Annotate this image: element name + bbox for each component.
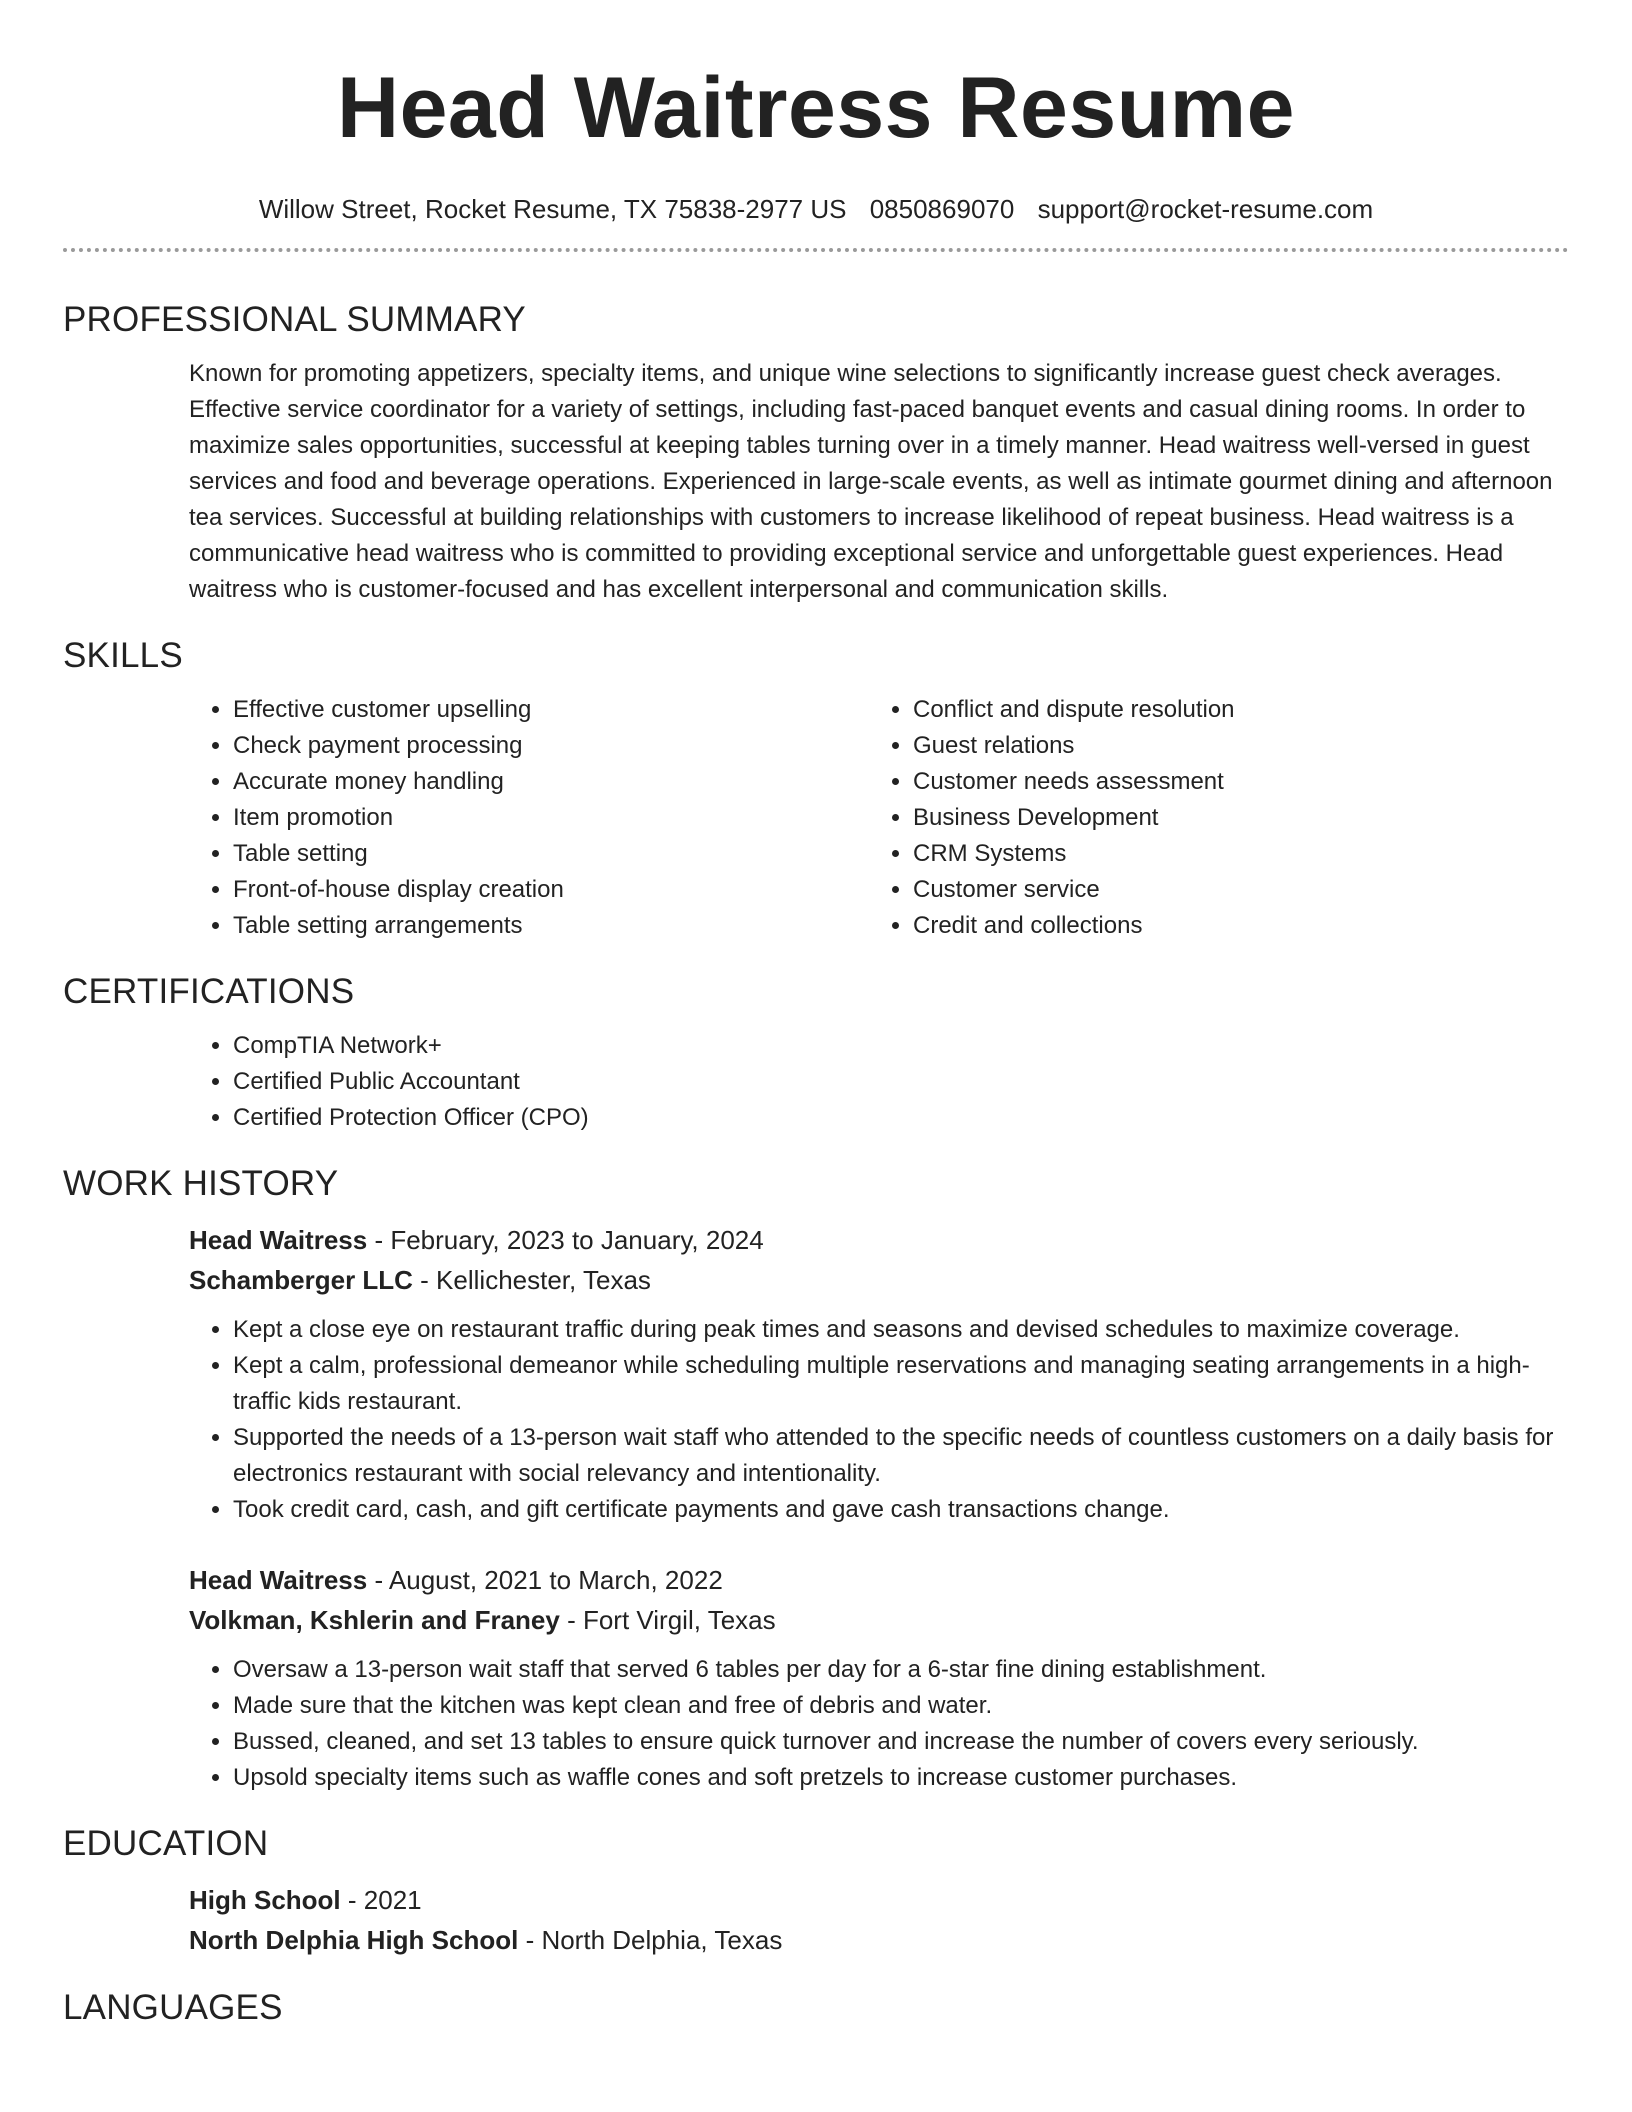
- education-section: [0, 1822, 1632, 1960]
- skills-list-right: [869, 692, 1549, 944]
- job-title-line: [189, 1560, 1569, 1600]
- job-entry: [63, 1220, 1569, 1528]
- job-duties-list: [189, 1312, 1569, 1528]
- skill-item: • Business Development: [913, 800, 1549, 836]
- skill-item: • Item promotion: [233, 800, 869, 836]
- job-dates: - February, 2023 to January, 2024: [367, 1225, 764, 1255]
- skill-item: • CRM Systems: [913, 836, 1549, 872]
- summary-heading: PROFESSIONAL SUMMARY: [63, 300, 526, 339]
- job-role: Head Waitress: [189, 1565, 368, 1595]
- job-duty: • Supported the needs of a 13-person wait staff who attended to the specific needs of countless customers on a daily basis for electronics restaurant with social relevancy and intentionality.: [233, 1420, 1569, 1492]
- job-entry: [63, 1560, 1569, 1796]
- job-company: Schamberger LLC: [189, 1265, 413, 1295]
- education-school-line: [189, 1920, 1569, 1960]
- certification-item: • Certified Public Accountant: [233, 1064, 1569, 1100]
- skill-item: • Guest relations: [913, 728, 1549, 764]
- phone: 0850869070: [869, 194, 1015, 224]
- skills-section: [0, 634, 1632, 944]
- skills-heading: SKILLS: [63, 636, 183, 675]
- certifications-list: [189, 1028, 1569, 1136]
- education-degree: High School: [189, 1885, 341, 1915]
- work-history-section: [0, 1162, 1632, 1796]
- languages-heading: LANGUAGES: [63, 1988, 283, 2027]
- header-divider: [63, 248, 1569, 252]
- certifications-heading: CERTIFICATIONS: [63, 972, 355, 1011]
- job-company-line: [189, 1260, 1569, 1300]
- summary-text: Known for promoting appetizers, specialty items, and unique wine selections to significantly increase guest check averages. Effective service coordinator for a variety of settings, including fast-paced banquet events and casual dining rooms. In order to maximize sales opportunities, successful at keeping tables turning over in a timely manner. Head waitress well-versed in guest services and food and beverage operations. Experienced in large-scale events, as well as intimate gourmet dining and afternoon tea services. Successful at building relationships with customers to increase likelihood of repeat business. Head waitress is a communicative head waitress who is committed to providing exceptional service and unforgettable guest experiences. Head waitress who is customer-focused and has excellent interpersonal and communication skills.: [189, 360, 1553, 603]
- job-role: Head Waitress: [189, 1225, 368, 1255]
- job-duty: • Oversaw a 13-person wait staff that served 6 tables per day for a 6-star fine dining establishment.: [233, 1652, 1569, 1688]
- job-location: - Kellichester, Texas: [412, 1265, 651, 1295]
- skill-item: • Customer service: [913, 872, 1549, 908]
- job-location: - Fort Virgil, Texas: [559, 1605, 776, 1635]
- skill-item: • Conflict and dispute resolution: [913, 692, 1549, 728]
- job-title-line: [189, 1220, 1569, 1260]
- job-duty: • Made sure that the kitchen was kept clean and free of debris and water.: [233, 1688, 1569, 1724]
- certification-item: • Certified Protection Officer (CPO): [233, 1100, 1569, 1136]
- address: Willow Street, Rocket Resume, TX 75838-2977 US: [258, 194, 847, 224]
- work-history-heading: WORK HISTORY: [63, 1164, 339, 1203]
- education-year: - 2021: [340, 1885, 422, 1915]
- skill-item: • Table setting arrangements: [233, 908, 869, 944]
- job-duty: • Bussed, cleaned, and set 13 tables to ensure quick turnover and increase the number of covers every seriously.: [233, 1724, 1569, 1760]
- email: support@rocket-resume.com: [1037, 194, 1374, 224]
- skills-left-column: [189, 692, 869, 944]
- resume-header: [0, 0, 1632, 226]
- certification-item: • CompTIA Network+: [233, 1028, 1569, 1064]
- job-duty: • Kept a close eye on restaurant traffic during peak times and seasons and devised schedules to maximize coverage.: [233, 1312, 1569, 1348]
- skill-item: • Front-of-house display creation: [233, 872, 869, 908]
- job-company: Volkman, Kshlerin and Franey: [189, 1605, 560, 1635]
- skill-item: • Credit and collections: [913, 908, 1549, 944]
- skill-item: • Effective customer upselling: [233, 692, 869, 728]
- job-duty: • Upsold specialty items such as waffle cones and soft pretzels to increase customer purchases.: [233, 1760, 1569, 1796]
- skill-item: • Table setting: [233, 836, 869, 872]
- resume-title: Head Waitress Resume: [337, 60, 1295, 156]
- skills-list-left: [189, 692, 869, 944]
- job-company-line: [189, 1600, 1569, 1640]
- contact-line: [0, 192, 1632, 226]
- job-duty: • Kept a calm, professional demeanor while scheduling multiple reservations and managing seating arrangements in a high-traffic kids restaurant.: [233, 1348, 1569, 1420]
- skill-item: • Customer needs assessment: [913, 764, 1549, 800]
- education-heading: EDUCATION: [63, 1824, 269, 1863]
- education-degree-line: [189, 1880, 1569, 1920]
- job-duty: • Took credit card, cash, and gift certificate payments and gave cash transactions change.: [233, 1492, 1569, 1528]
- skill-item: • Check payment processing: [233, 728, 869, 764]
- languages-section: [0, 1986, 1632, 2030]
- job-dates: - August, 2021 to March, 2022: [367, 1565, 723, 1595]
- summary-section: [0, 298, 1632, 608]
- certifications-section: [0, 970, 1632, 1136]
- skills-right-column: [869, 692, 1549, 944]
- skill-item: • Accurate money handling: [233, 764, 869, 800]
- education-school: North Delphia High School: [189, 1925, 519, 1955]
- education-location: - North Delphia, Texas: [518, 1925, 783, 1955]
- job-duties-list: [189, 1652, 1569, 1796]
